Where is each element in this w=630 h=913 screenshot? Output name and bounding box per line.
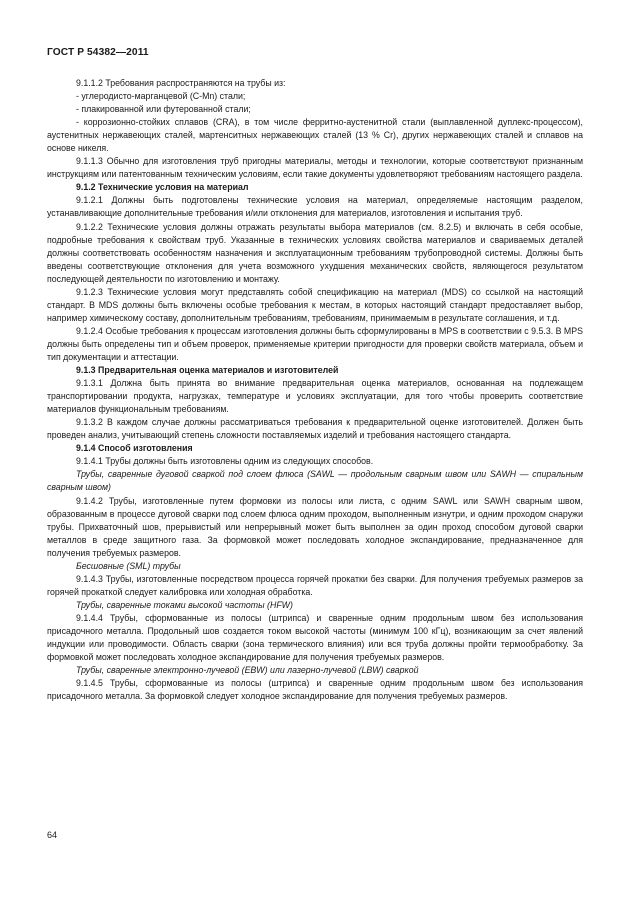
paragraph: - углеродисто-марганцевой (C-Mn) стали; (76, 91, 246, 102)
paragraph: 9.1.4.1 Трубы должны быть изготовлены одним из следующих способов. (76, 456, 374, 467)
document-header: ГОСТ Р 54382—2011 (47, 47, 149, 58)
paragraph: 9.1.4.4 Трубы, сформованные из полосы (штрипса) и сваренные одним продольным швом без использования присадочного металла. Продольный шов создается током высокой частоты (минимум 100 кГц), возникающим за счет явлений индукции или проводимости. Область сварки (зона термического влияния) или вся труба должны пройти термообработку. За формовкой может последовать холодное экспандирование для получения требуемых размеров. (47, 612, 583, 663)
page-number: 64 (47, 830, 58, 840)
paragraph: 9.1.1.2 Требования распространяются на трубы из: (76, 78, 286, 88)
paragraph: 9.1.4.3 Трубы, изготовленные посредством процесса горячей прокатки без сварки. Для получения требуемых размеров за горячей прокаткой следует калибровка или холодная обработка. (47, 573, 583, 597)
paragraph: 9.1.3.2 В каждом случае должны рассматриваться требования к предварительной оценке изготовителей. Должен быть проведен анализ, учитывающий степень сложности поставляемых изделий и требования настоящего стандарта. (47, 417, 583, 441)
paragraph: 9.1.4.2 Трубы, изготовленные путем формовки из полосы или листа, с одним SAWL или SAWH сварным швом, образованным в процессе дуговой сварки под слоем флюса одним проходом, выполненным изнутри, и одним проходом снаружи трубы. Прихваточный шов, прерывистый или непрерывный может быть выполнен за один проход способом дуговой сварки металлов в среде защитного газа. За формовкой может последовать холодное экспандирование, предназначенное для получения требуемых размеров. (47, 495, 583, 558)
paragraph: 9.1.2.3 Технические условия могут представлять собой спецификацию на материал (MDS) со ссылкой на настоящий стандарт. В MDS должны быть включены особые требования к местам, в которых настоящий стандарт предоставляет выбор, например химическому составу, дополнительным требованиям, требованиям, принимаемым в результате соглашения, и т.д. (47, 286, 583, 323)
section-heading: 9.1.2 Технические условия на материал (76, 182, 249, 193)
paragraph: 9.1.3.1 Должна быть принята во внимание предварительная оценка материалов, основанная на подлежащем транспортировании продукта, нагрузках, температуре и условиях эксплуатации, для того чтобы проверить соответствие материалов функциональным требованиям. (47, 378, 583, 415)
paragraph: 9.1.2.4 Особые требования к процессам изготовления должны быть сформулированы в MPS в соответствии с 9.5.3. В MPS должны быть определены тип и объем проверок, применяемые критерии пригодности для проверки свойств материала, объем и тип документации и аттестации. (47, 325, 583, 362)
paragraph: - коррозионно-стойких сплавов (CRA), в том числе ферритно-аустенитной стали (выплавленной дуплекс-процессом), аустенитных нержавеющих сталей, мартенситных нержавеющих сталей (13 % Cr), других нержавеющих сталей и сплавов на основе никеля. (47, 117, 583, 154)
italic-subheading: Трубы, сваренные электронно-лучевой (EBW) или лазерно-лучевой (LBW) сваркой (76, 665, 419, 676)
italic-subheading: Бесшовные (SML) трубы (76, 560, 181, 571)
italic-subheading: Трубы, сваренные дуговой сваркой под слоем флюса (SAWL — продольным сварным швом или SAWH — спиральным сварным швом) (47, 469, 583, 493)
section-heading: 9.1.4 Способ изготовления (76, 443, 193, 454)
paragraph: 9.1.1.3 Обычно для изготовления труб пригодны материалы, методы и технологии, которые соответствуют признанным инструкциям или патентованным техническим условиям, если такие документы удовлетворяют требованиям настоящего раздела. (47, 156, 583, 180)
section-heading: 9.1.3 Предварительная оценка материалов и изготовителей (76, 365, 339, 376)
paragraph: - плакированной или футерованной стали; (76, 104, 251, 115)
paragraph: 9.1.4.5 Трубы, сформованные из полосы (штрипса) и сваренные одним продольным швом без использования присадочного металла. За формовкой следует холодное экспандирование для получения требуемых размеров. (47, 678, 583, 702)
document-body (47, 77, 583, 703)
paragraph: 9.1.2.1 Должны быть подготовлены технические условия на материал, определяемые настоящим разделом, устанавливающие дополнительные требования и/или отклонения для материалов, изготовления и испытания труб. (47, 195, 583, 219)
paragraph: 9.1.2.2 Технические условия должны отражать результаты выбора материалов (см. 8.2.5) и включать в себя особые, подробные требования к свойствам труб. Указанные в технических условиях свойства материалов и свариваемых деталей должны соответствовать особенностям назначения и эксплуатационным требованиям трубопроводной системы. Должны быть введены соответствующие отклонения для учета возможного ухудшения механических свойств, являющегося результатом последующей деятельности по изготовлению и монтажу. (47, 221, 583, 284)
italic-subheading: Трубы, сваренные токами высокой частоты (HFW) (76, 599, 293, 610)
